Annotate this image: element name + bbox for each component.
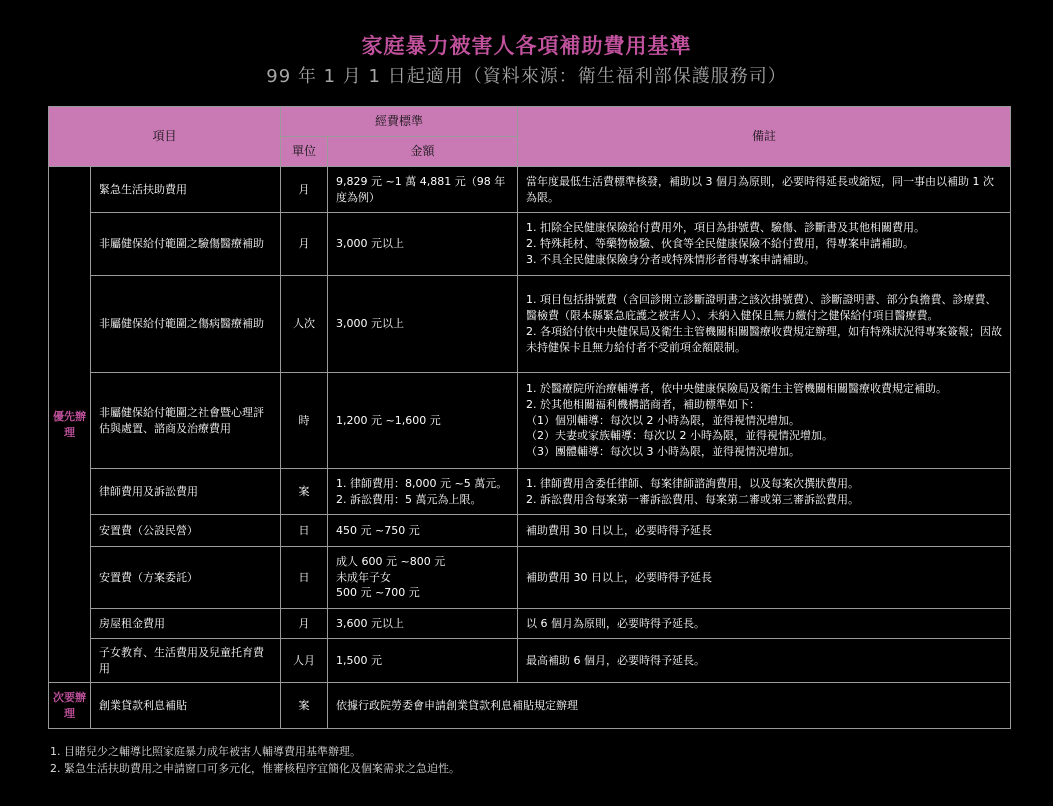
row-name: 非屬健保給付範圍之驗傷醫療補助 bbox=[91, 213, 281, 276]
row-name: 安置費（公設民營） bbox=[91, 515, 281, 547]
category-secondary: 次要辦理 bbox=[49, 683, 91, 729]
footnote: 2. 緊急生活扶助費用之申請窗口可多元化，惟審核程序宜簡化及個案需求之急迫性。 bbox=[50, 761, 460, 775]
table-row bbox=[49, 276, 1011, 373]
row-remark: 1. 律師費用含委任律師、每案律師諮詢費用，以及每案次撰狀費用。 2. 訴訟費用含每案第一審訴訟費用、每案第二審或第三審訴訟費用。 bbox=[518, 469, 1011, 515]
row-amount: 1,200 元 ~1,600 元 bbox=[328, 373, 518, 469]
row-amount: 1. 律師費用：8,000 元 ~5 萬元。 2. 訴訟費用：5 萬元為上限。 bbox=[328, 469, 518, 515]
row-unit: 案 bbox=[281, 683, 328, 729]
row-amount: 1,500 元 bbox=[328, 639, 518, 683]
subsidy-table bbox=[48, 106, 1011, 729]
header-standard: 經費標準 bbox=[281, 107, 518, 137]
row-name: 非屬健保給付範圍之傷病醫療補助 bbox=[91, 276, 281, 373]
header-item: 項目 bbox=[49, 107, 281, 167]
row-remark: 1. 扣除全民健康保險給付費用外，項目為掛號費、驗傷、診斷書及其他相關費用。 2. 特殊耗材、等藥物檢驗、伙食等全民健康保險不給付費用，得專案申請補助。 3. 不具全民健康保險身分者或特殊情形者得專案申請補助。 bbox=[518, 213, 1011, 276]
table-row bbox=[49, 469, 1011, 515]
page-title: 家庭暴力被害人各項補助費用基準 bbox=[361, 34, 692, 58]
page-subtitle: 99 年 1 月 1 日起適用（資料來源：衛生福利部保護服務司） bbox=[266, 66, 787, 87]
row-name: 子女教育、生活費用及兒童托育費用 bbox=[91, 639, 281, 683]
row-unit: 月 bbox=[281, 609, 328, 639]
table-row bbox=[49, 683, 1011, 729]
row-amount: 3,000 元以上 bbox=[328, 276, 518, 373]
row-remark: 最高補助 6 個月，必要時得予延長。 bbox=[518, 639, 1011, 683]
row-name: 緊急生活扶助費用 bbox=[91, 167, 281, 213]
footnote: 1. 目睹兒少之輔導比照家庭暴力成年被害人輔導費用基準辦理。 bbox=[50, 745, 361, 758]
row-remark: 補助費用 30 日以上，必要時得予延長 bbox=[518, 547, 1011, 609]
row-unit: 人次 bbox=[281, 276, 328, 373]
row-amount: 3,000 元以上 bbox=[328, 213, 518, 276]
row-name: 房屋租金費用 bbox=[91, 609, 281, 639]
row-unit: 日 bbox=[281, 515, 328, 547]
table-row bbox=[49, 167, 1011, 213]
row-remark: 以 6 個月為原則，必要時得予延長。 bbox=[518, 609, 1011, 639]
row-unit: 月 bbox=[281, 213, 328, 276]
table-row bbox=[49, 547, 1011, 609]
row-amount: 9,829 元 ~1 萬 4,881 元（98 年度為例） bbox=[328, 167, 518, 213]
row-unit: 月 bbox=[281, 167, 328, 213]
row-remark: 1. 於醫療院所治療輔導者，依中央健康保險局及衛生主管機關相關醫療收費規定補助。 2. 於其他相關福利機構諮商者，補助標準如下： （1）個別輔導：每次以 2 小時為限，並得視情況增加。 （2）夫妻或家族輔導：每次以 2 小時為限，並得視情況增加。 （3）團體輔導：每次以 3 小時為限，並得視情況增加。 bbox=[518, 373, 1011, 469]
table-row bbox=[49, 373, 1011, 469]
footnotes bbox=[50, 744, 460, 777]
header-amount: 金額 bbox=[328, 137, 518, 167]
table-row bbox=[49, 213, 1011, 276]
row-name: 安置費（方案委託） bbox=[91, 547, 281, 609]
row-name: 創業貸款利息補貼 bbox=[91, 683, 281, 729]
row-remark: 1. 項目包括掛號費（含回診開立診斷證明書之該次掛號費）、診斷證明書、部分負擔費、診療費、醫檢費（限本縣緊急庇護之被害人）、未納入健保且無力繳付之健保給付項目醫療費。 2. 各項給付依中央健保局及衛生主管機關相關醫療收費規定辦理，如有特殊狀況得專案簽報；因故未持健保卡且無力給付者不受前項金額限制。 bbox=[518, 276, 1011, 373]
row-remark: 當年度最低生活費標準核發，補助以 3 個月為原則，必要時得延長或縮短，同一事由以補助 1 次為限。 bbox=[518, 167, 1011, 213]
row-amount: 成人 600 元 ~800 元 未成年子女 500 元 ~700 元 bbox=[328, 547, 518, 609]
table-row bbox=[49, 609, 1011, 639]
row-amount: 3,600 元以上 bbox=[328, 609, 518, 639]
header-remark: 備註 bbox=[518, 107, 1011, 167]
row-amount: 450 元 ~750 元 bbox=[328, 515, 518, 547]
row-remark: 補助費用 30 日以上，必要時得予延長 bbox=[518, 515, 1011, 547]
table-row bbox=[49, 639, 1011, 683]
row-name: 律師費用及訴訟費用 bbox=[91, 469, 281, 515]
row-unit: 案 bbox=[281, 469, 328, 515]
row-unit: 人月 bbox=[281, 639, 328, 683]
row-unit: 時 bbox=[281, 373, 328, 469]
category-priority: 優先辦理 bbox=[49, 167, 91, 683]
header-unit: 單位 bbox=[281, 137, 328, 167]
row-remark: 依據行政院勞委會申請創業貸款利息補貼規定辦理 bbox=[328, 683, 1011, 729]
table-row bbox=[49, 515, 1011, 547]
row-unit: 日 bbox=[281, 547, 328, 609]
row-name: 非屬健保給付範圍之社會暨心理評估與處置、諮商及治療費用 bbox=[91, 373, 281, 469]
